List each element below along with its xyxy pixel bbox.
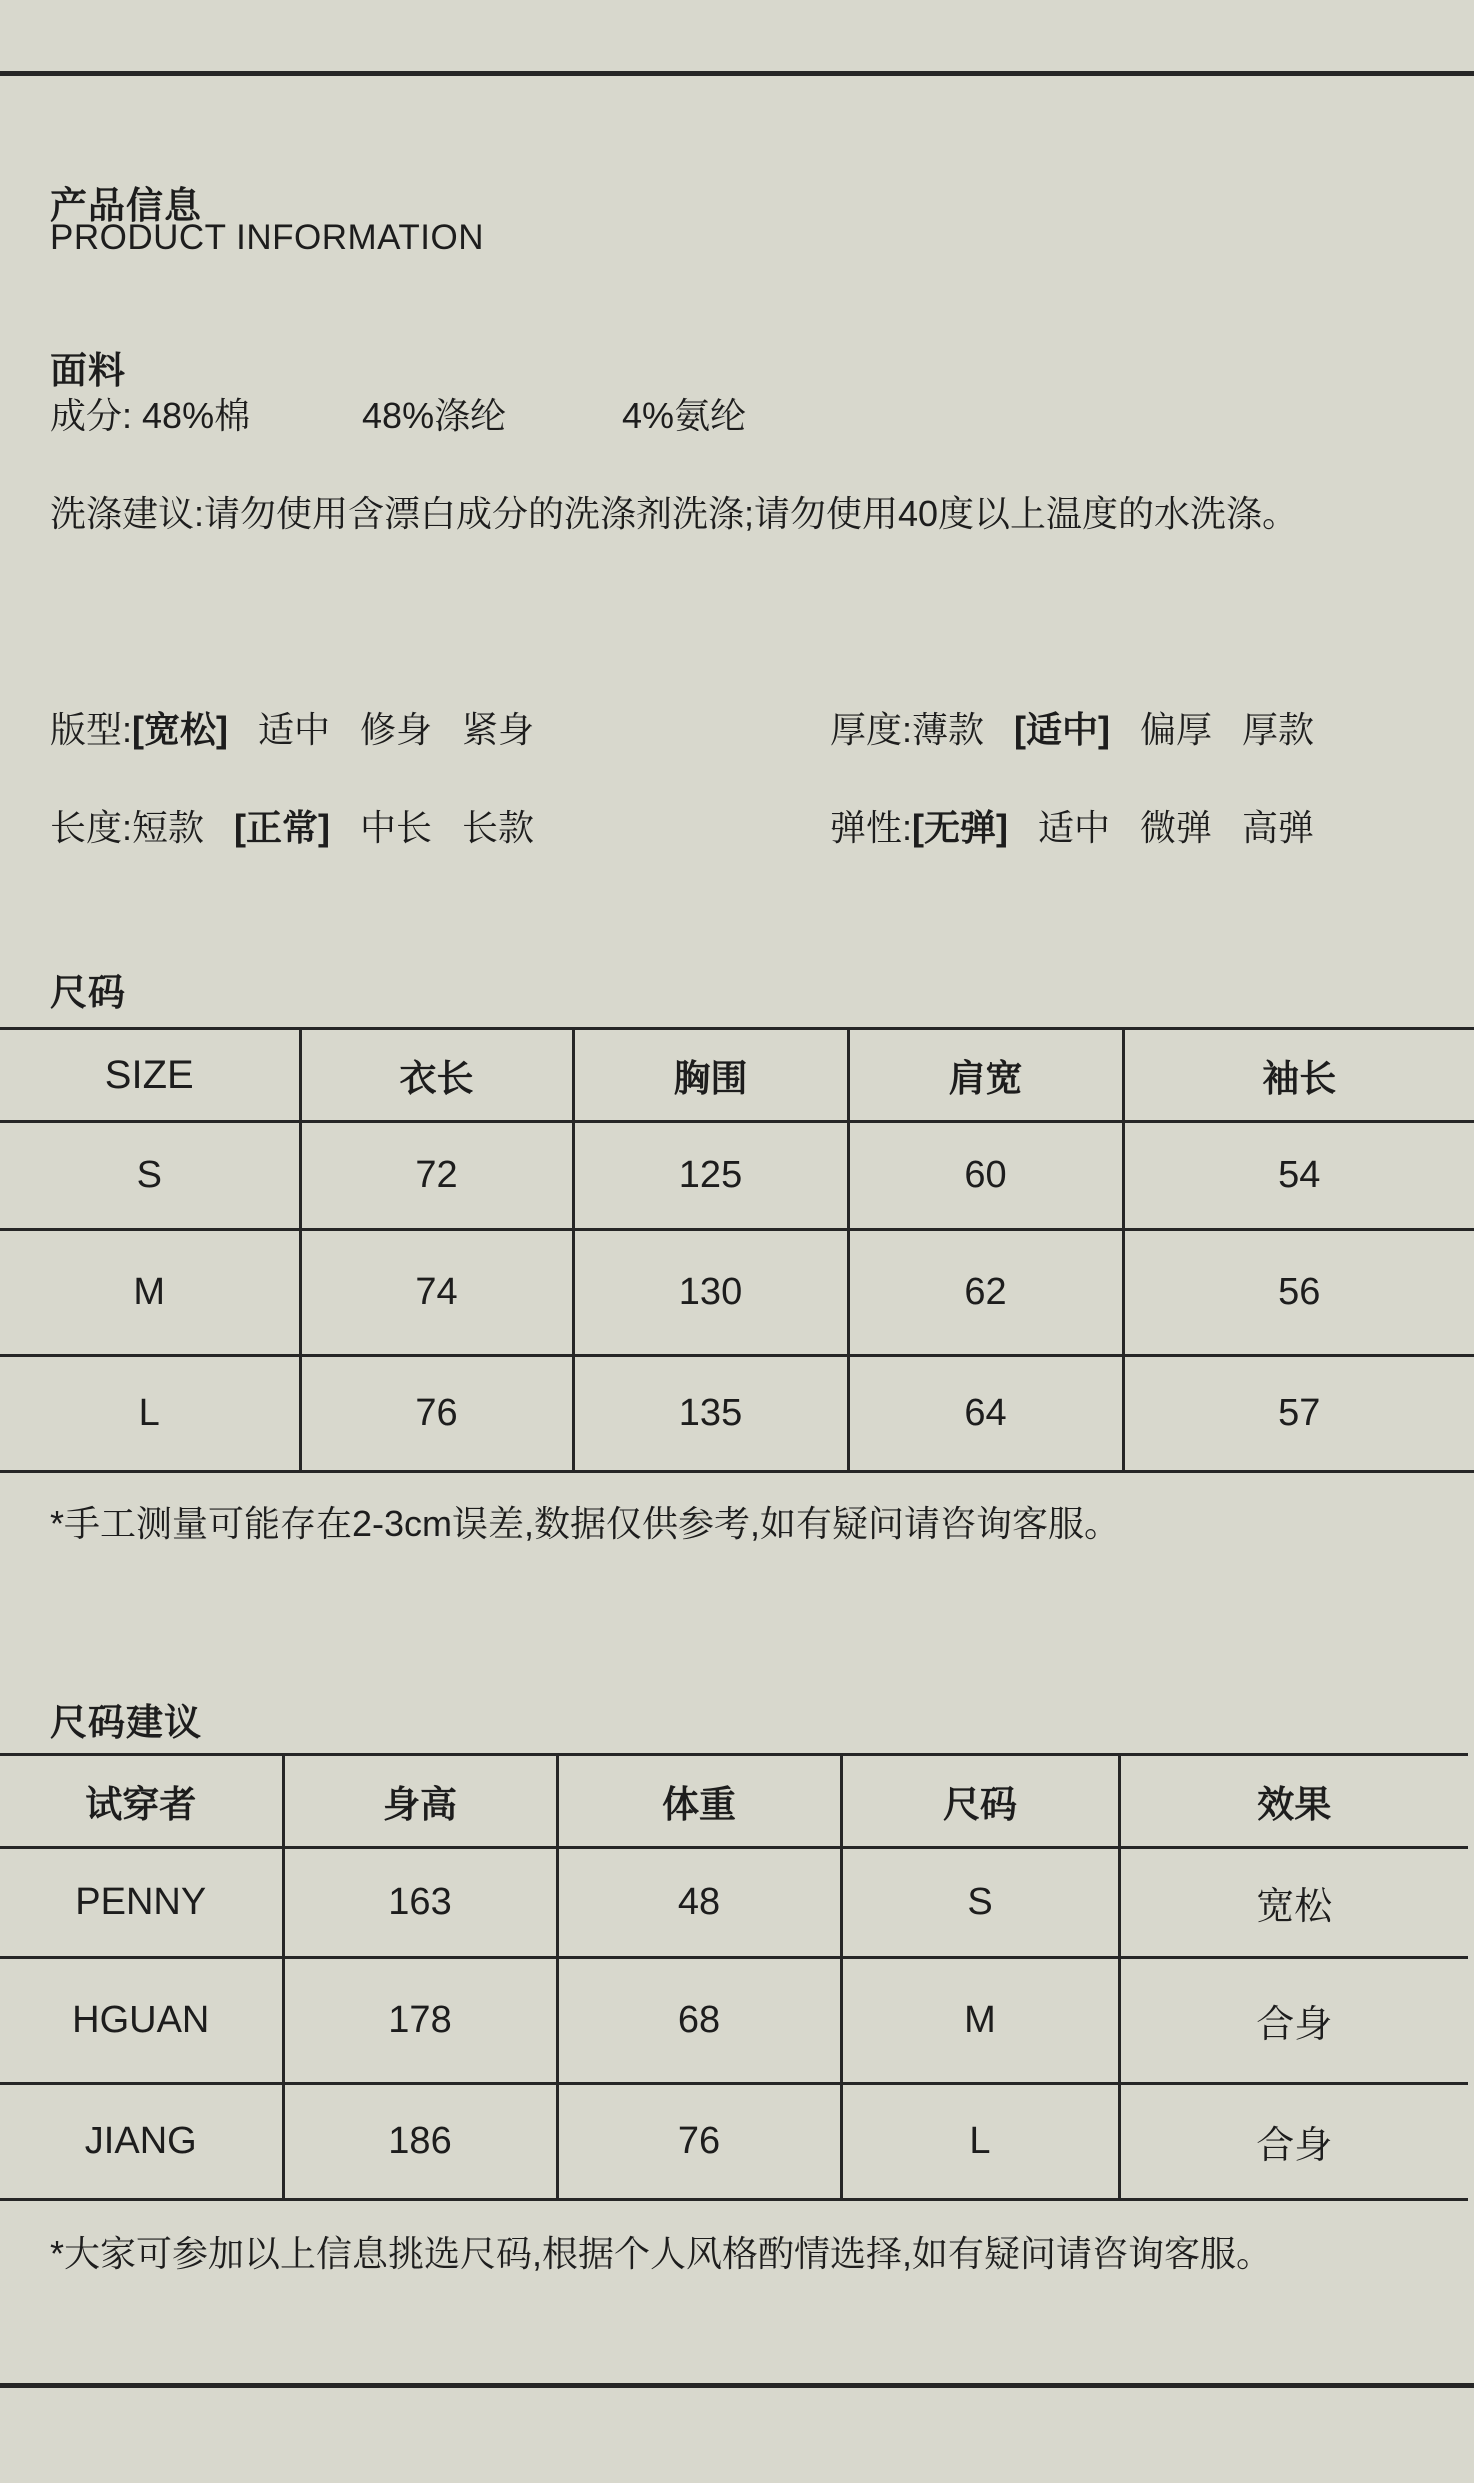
- header-cell: 体重: [557, 1755, 841, 1848]
- header-cell: 效果: [1119, 1755, 1468, 1848]
- table-row: [0, 1230, 1474, 1356]
- table-cell: 76: [300, 1356, 573, 1472]
- table-cell: 186: [283, 2084, 557, 2200]
- table-header-row: [0, 1755, 1468, 1848]
- composition-row: [50, 388, 746, 439]
- table-cell: 57: [1123, 1356, 1474, 1472]
- top-divider: [0, 71, 1474, 76]
- attr-label: 弹性:: [830, 807, 913, 848]
- header-cell: 胸围: [573, 1029, 848, 1122]
- table-cell: S: [0, 1122, 300, 1230]
- composition-item: 48%涤纶: [362, 395, 507, 436]
- attr-option-selected: [正常]: [234, 807, 331, 848]
- header-cell: SIZE: [0, 1029, 300, 1122]
- table-cell: 宽松: [1119, 1848, 1468, 1958]
- section-title-en: PRODUCT INFORMATION: [50, 218, 485, 257]
- attr-option: 长款: [462, 807, 535, 848]
- table-cell: 125: [573, 1122, 848, 1230]
- size-advice-note: *大家可参加以上信息挑选尺码,根据个人风格酌情选择,如有疑问请咨询客服。: [50, 2233, 1273, 2274]
- size-advice-title: 尺码建议: [50, 1702, 202, 1743]
- attr-option: 修身: [360, 709, 433, 750]
- attr-option-selected: [无弹]: [912, 807, 1008, 848]
- header-cell: 袖长: [1123, 1029, 1474, 1122]
- table-cell: 合身: [1119, 2084, 1468, 2200]
- header-cell: 衣长: [300, 1029, 573, 1122]
- table-cell: 135: [573, 1356, 848, 1472]
- attr-option-selected: [适中]: [1014, 709, 1111, 750]
- attr-elasticity: [830, 800, 1344, 851]
- attr-option: 微弹: [1140, 807, 1213, 848]
- size-chart-title: 尺码: [50, 972, 126, 1013]
- size-advice-table: [0, 1753, 1468, 2201]
- attr-option: 适中: [258, 709, 331, 750]
- table-cell: 178: [283, 1958, 557, 2084]
- fabric-title: 面料: [50, 350, 126, 391]
- bottom-divider: [0, 2383, 1474, 2388]
- size-chart-table: [0, 1027, 1474, 1473]
- table-cell: 48: [557, 1848, 841, 1958]
- table-cell: L: [0, 1356, 300, 1472]
- table-cell: HGUAN: [0, 1958, 283, 2084]
- attr-option: 偏厚: [1140, 709, 1213, 750]
- table-cell: 62: [848, 1230, 1123, 1356]
- attr-option: 高弹: [1242, 807, 1315, 848]
- table-cell: 76: [557, 2084, 841, 2200]
- composition-item: 48%棉: [142, 395, 251, 436]
- table-cell: JIANG: [0, 2084, 283, 2200]
- table-cell: 合身: [1119, 1958, 1468, 2084]
- attr-option: 厚款: [1242, 709, 1315, 750]
- table-cell: 56: [1123, 1230, 1474, 1356]
- header-cell: 身高: [283, 1755, 557, 1848]
- table-cell: 130: [573, 1230, 848, 1356]
- attr-option: 薄款: [912, 709, 985, 750]
- table-cell: 54: [1123, 1122, 1474, 1230]
- table-cell: 60: [848, 1122, 1123, 1230]
- table-row: [0, 2084, 1468, 2200]
- attr-option: 适中: [1038, 807, 1111, 848]
- table-cell: S: [841, 1848, 1119, 1958]
- table-header-row: [0, 1029, 1474, 1122]
- table-cell: PENNY: [0, 1848, 283, 1958]
- section-title-cn: 产品信息: [50, 185, 202, 226]
- attr-option: 紧身: [462, 709, 535, 750]
- table-cell: 72: [300, 1122, 573, 1230]
- table-row: [0, 1122, 1474, 1230]
- table-row: [0, 1356, 1474, 1472]
- table-cell: L: [841, 2084, 1119, 2200]
- composition-item: 4%氨纶: [622, 395, 747, 436]
- table-cell: 74: [300, 1230, 573, 1356]
- header-cell: 肩宽: [848, 1029, 1123, 1122]
- header-cell: 试穿者: [0, 1755, 283, 1848]
- attr-label: 版型:: [50, 709, 133, 750]
- attr-label: 厚度:: [830, 709, 913, 750]
- washing-advice: 洗涤建议:请勿使用含漂白成分的洗涤剂洗涤;请勿使用40度以上温度的水洗涤。: [50, 493, 1299, 534]
- table-cell: M: [0, 1230, 300, 1356]
- attr-option-selected: [宽松]: [132, 709, 228, 750]
- attr-label: 长度:: [50, 807, 133, 848]
- header-cell: 尺码: [841, 1755, 1119, 1848]
- table-cell: 163: [283, 1848, 557, 1958]
- table-cell: 68: [557, 1958, 841, 2084]
- attr-option: 中长: [360, 807, 433, 848]
- table-cell: M: [841, 1958, 1119, 2084]
- attr-length: [50, 800, 564, 851]
- size-chart-note: *手工测量可能存在2-3cm误差,数据仅供参考,如有疑问请咨询客服。: [50, 1503, 1121, 1544]
- table-row: [0, 1958, 1468, 2084]
- attr-fit: [50, 702, 564, 753]
- composition-label: 成分:: [50, 395, 133, 436]
- attr-option: 短款: [132, 807, 205, 848]
- table-cell: 64: [848, 1356, 1123, 1472]
- table-row: [0, 1848, 1468, 1958]
- attr-thickness: [830, 702, 1344, 753]
